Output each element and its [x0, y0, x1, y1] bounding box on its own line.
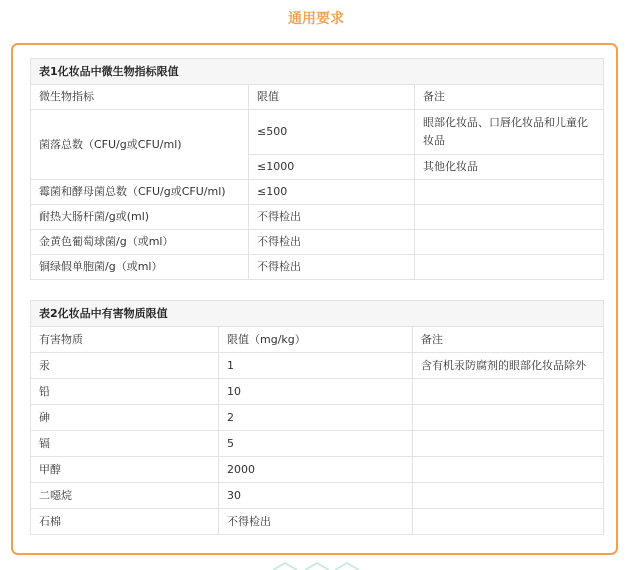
table-caption-row	[31, 59, 604, 85]
column-header: 微生物指标	[31, 85, 249, 110]
table-caption-row	[31, 301, 604, 327]
table-row	[31, 230, 604, 255]
limit-cell: 30	[219, 483, 413, 509]
table-row	[31, 205, 604, 230]
note-cell	[415, 255, 604, 280]
limit-cell: 1	[219, 353, 413, 379]
harmful-substances-table	[30, 300, 604, 535]
indicator-cell: 耐热大肠杆菌/g或(ml)	[31, 205, 249, 230]
note-cell	[413, 431, 604, 457]
table-caption: 表1化妆品中微生物指标限值	[31, 59, 604, 85]
column-header: 备注	[413, 327, 604, 353]
indicator-cell: 金黄色葡萄球菌/g（或ml）	[31, 230, 249, 255]
substance-cell: 镉	[31, 431, 219, 457]
table-row	[31, 405, 604, 431]
limit-cell: 不得检出	[219, 509, 413, 535]
substance-cell: 石棉	[31, 509, 219, 535]
note-cell	[413, 483, 604, 509]
table-row	[31, 483, 604, 509]
column-header: 备注	[415, 85, 604, 110]
table-header-row	[31, 85, 604, 110]
limit-cell: 2	[219, 405, 413, 431]
limit-cell: 不得检出	[249, 205, 415, 230]
note-cell: 其他化妆品	[415, 155, 604, 180]
note-cell: 眼部化妆品、口唇化妆品和儿童化妆品	[415, 110, 604, 155]
substance-cell: 甲醇	[31, 457, 219, 483]
table-row	[31, 431, 604, 457]
requirements-panel	[11, 43, 618, 555]
note-cell	[413, 379, 604, 405]
table-row	[31, 509, 604, 535]
limit-cell: ≤100	[249, 180, 415, 205]
note-cell	[413, 457, 604, 483]
limit-cell: ≤500	[249, 110, 415, 155]
microbial-limits-table	[30, 58, 604, 280]
page-title: 通用要求	[288, 11, 344, 27]
limit-cell: 不得检出	[249, 230, 415, 255]
note-cell	[413, 405, 604, 431]
substance-cell: 铅	[31, 379, 219, 405]
table-row	[31, 110, 604, 155]
note-cell	[415, 230, 604, 255]
decorative-divider-icon	[271, 562, 361, 570]
note-cell	[415, 205, 604, 230]
column-header: 限值	[249, 85, 415, 110]
limit-cell: 2000	[219, 457, 413, 483]
table-header-row	[31, 327, 604, 353]
table-row	[31, 353, 604, 379]
limit-cell: 不得检出	[249, 255, 415, 280]
table-row	[31, 255, 604, 280]
limit-cell: 5	[219, 431, 413, 457]
column-header: 有害物质	[31, 327, 219, 353]
indicator-cell: 菌落总数（CFU/g或CFU/ml)	[31, 110, 249, 180]
substance-cell: 汞	[31, 353, 219, 379]
table-row	[31, 180, 604, 205]
substance-cell: 二噁烷	[31, 483, 219, 509]
limit-cell: ≤1000	[249, 155, 415, 180]
table-row	[31, 379, 604, 405]
note-cell: 含有机汞防腐剂的眼部化妆品除外	[413, 353, 604, 379]
indicator-cell: 霉菌和酵母菌总数（CFU/g或CFU/ml)	[31, 180, 249, 205]
substance-cell: 砷	[31, 405, 219, 431]
note-cell	[413, 509, 604, 535]
table-row	[31, 457, 604, 483]
note-cell	[415, 180, 604, 205]
column-header: 限值（mg/kg）	[219, 327, 413, 353]
indicator-cell: 铜绿假单胞菌/g（或ml）	[31, 255, 249, 280]
limit-cell: 10	[219, 379, 413, 405]
table-caption: 表2化妆品中有害物质限值	[31, 301, 604, 327]
